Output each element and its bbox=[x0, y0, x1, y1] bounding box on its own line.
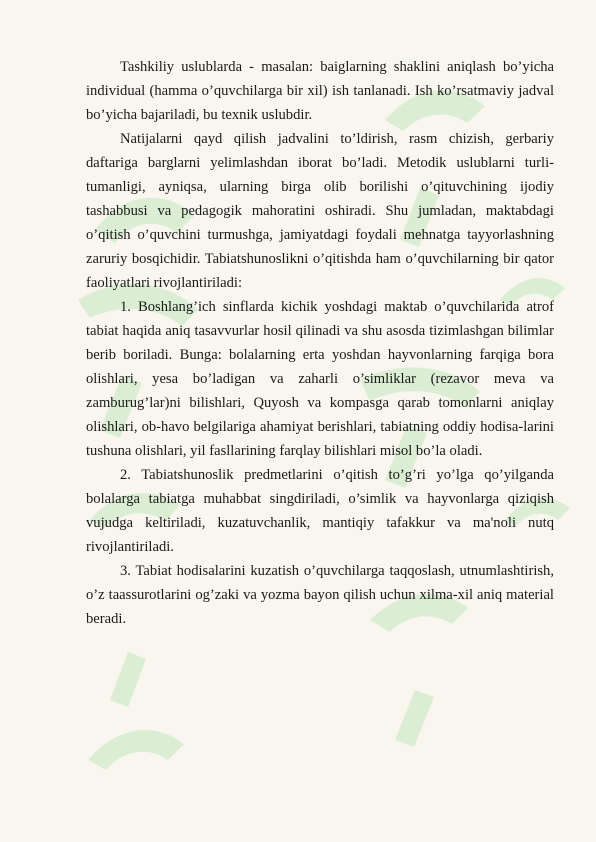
paragraph-1: Tashkiliy uslublarda - masalan: baiglarning shaklini aniqlash bo’yicha individual (hamma o’quvchilarga bir xil) ish tanlanadi. Ish ko’rsatmaviy jadval bo’yicha bajariladi, bu texnik uslubdir. bbox=[86, 59, 554, 123]
paragraph-5: 3. Tabiat hodisalarini kuzatish o’quvchilarga taqqoslash, utnumlashtirish, o’z taassurotlarini og’zaki va yozma bayon qilish uchun xilma-xil aniq material beradi. bbox=[86, 563, 554, 627]
paragraph-3: 1. Boshlang’ich sinflarda kichik yoshdagi maktab o’quvchilarida atrof tabiat haqida aniq tasavvurlar hosil qilinadi va shu asosda tizimlashgan bilimlar berib boriladi. Bunga: bolalarning erta yoshdan hayvonlarning farqiga bora olishlari, yesa bo’ladigan va zaharli o’simliklar (rezavor meva va zamburug’lar)ni bilishlari, Quyosh va kompasga qarab tomonlarni aniqlay olishlari, ob-havo belgilariga ahamiyat berishlari, tabiatning oddiy hodisa-larini tushuna olishlari, yil fasllarining farqlay bilishlari misol bo’la oladi. bbox=[86, 299, 554, 459]
paragraph-4: 2. Tabiatshunoslik predmetlarini o’qitish to’g’ri yo’lga qo’yilganda bolalarga tabiatga muhabbat singdiriladi, o’simlik va hayvonlarga qiziqish vujudga keltiriladi, kuzatuvchanlik, mantiqiy tafakkur va ma'noli nutq rivojlantiriladi. bbox=[86, 467, 554, 555]
paragraph-2: Natijalarni qayd qilish jadvalini to’ldirish, rasm chizish, gerbariy daftariga barglarni yelimlashdan iborat bo’ladi. Metodik uslublarni turli-tumanligi, ayniqsa, ularning birga olib borilishi o’qituvchining ijodiy tashabbusi va pedagogik mahoratini oshiradi. Shu jumladan, maktabdagi o’qitish o’quvchini turmushga, jamiyatdagi foydali mehnatga tayyorlashning zaruriy bosqichidir. Tabiatshunoslikni o’qitishda ham o’quvchilarning bir qator faoliyatlari rivojlantiriladi: bbox=[86, 131, 554, 291]
document-body bbox=[86, 55, 554, 631]
